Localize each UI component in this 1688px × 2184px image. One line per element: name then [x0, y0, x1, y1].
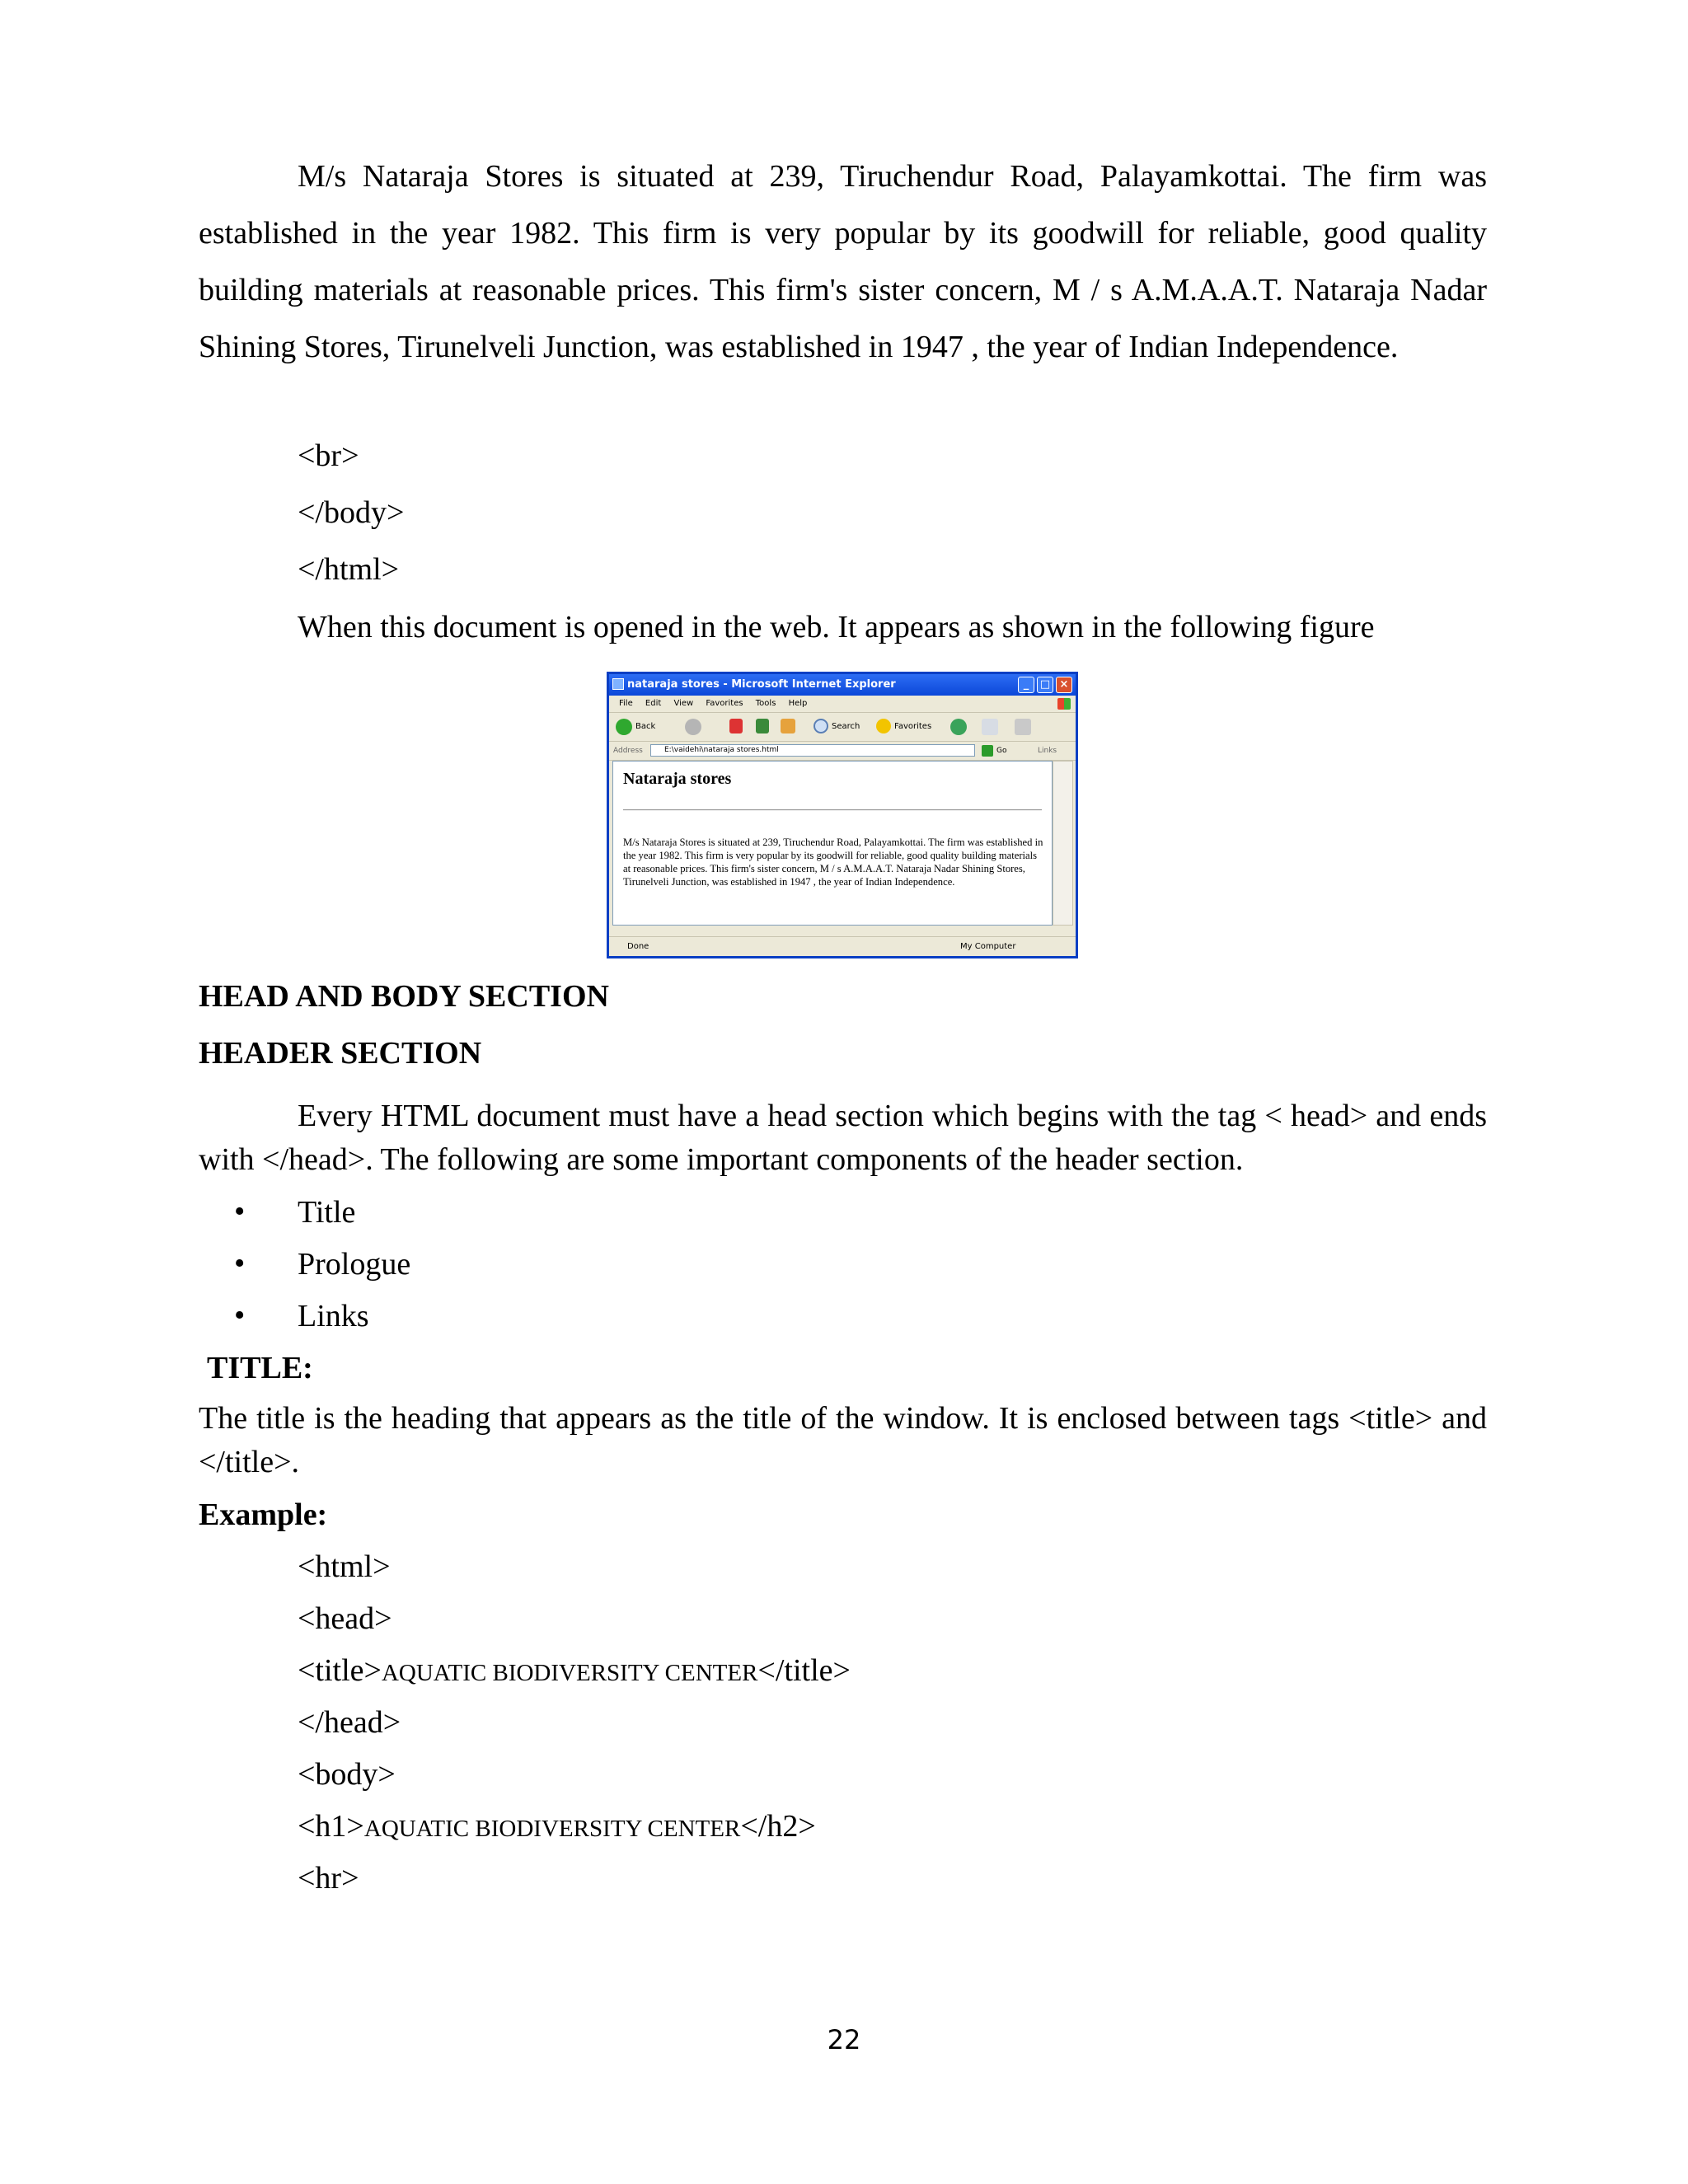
bullet-1-glyph: •	[234, 1194, 246, 1229]
back-arrow-icon[interactable]	[616, 719, 632, 735]
browser-page-content	[612, 761, 1053, 926]
browser-status-bar	[609, 936, 1076, 957]
code-head-open: <head>	[298, 1601, 392, 1636]
browser-screenshot-figure	[607, 672, 1078, 958]
code-title-close: </title>	[757, 1653, 851, 1688]
code-h1-open: <h1>	[298, 1809, 364, 1844]
header-section-paragraph	[199, 1094, 1487, 1182]
code-title-line	[298, 1652, 851, 1691]
go-arrow-icon[interactable]	[982, 745, 993, 757]
ie-app-icon	[612, 678, 624, 690]
browser-menu-bar	[609, 696, 1076, 713]
refresh-icon[interactable]	[756, 719, 769, 733]
example-label: Example:	[199, 1497, 328, 1532]
code-h1-close: </h2>	[740, 1809, 816, 1844]
header-section-text: Every HTML document must have a head section which begins with the tag < head> and ends with </head>. The following are some important components of the header section.	[199, 1099, 1487, 1177]
status-done: Done	[627, 942, 649, 951]
menu-favorites[interactable]: Favorites	[706, 699, 743, 708]
code-body-open: <body>	[298, 1757, 396, 1792]
browser-title-bar	[609, 674, 1076, 696]
menu-tools[interactable]: Tools	[755, 699, 776, 708]
code-line-body-close: </body>	[298, 495, 405, 530]
vertical-scrollbar[interactable]	[1053, 761, 1073, 926]
intro-paragraph: M/s Nataraja Stores is situated at 239, Tiruchendur Road, Palayamkottai. The firm was established in the year 1982. This firm is very popular by its goodwill for reliable, good quality building materials at reasonable prices. This firm's sister concern, M / s A.M.A.A.T. Nataraja Nadar Shining Stores, Tirunelveli Junction, was established in 1947 , the year of Indian Independence.	[199, 159, 1487, 364]
address-bar	[609, 742, 1076, 761]
mail-icon[interactable]	[982, 719, 998, 735]
menu-view[interactable]: View	[673, 699, 694, 708]
back-button[interactable]: Back	[635, 722, 656, 731]
menu-edit[interactable]: Edit	[645, 699, 662, 708]
code-hr: <hr>	[298, 1861, 359, 1896]
menu-help[interactable]: Help	[788, 699, 808, 708]
browser-toolbar	[609, 713, 1076, 742]
home-icon[interactable]	[781, 719, 795, 733]
code-h1-line	[298, 1807, 816, 1847]
code-line-html-close: </html>	[298, 552, 400, 587]
close-icon[interactable]: ×	[1056, 677, 1072, 693]
maximize-icon[interactable]: □	[1037, 677, 1053, 693]
rendered-page-text: M/s Nataraja Stores is situated at 239, Tiruchendur Road, Palayamkottai. The firm was established in the year 1982. This firm is very popular by its goodwill for reliable, good quality building materials at reasonable prices. This firm's sister concern, M / s A.M.A.A.T. Nataraja Nadar Shining Stores, Tirunelveli Junction, was established in 1947 , the year of Indian Independence.	[623, 837, 1043, 888]
status-zone: My Computer	[960, 942, 1016, 951]
code-title-open: <title>	[298, 1653, 382, 1688]
page-number: 22	[827, 2024, 861, 2055]
heading-head-and-body: HEAD AND BODY SECTION	[199, 979, 609, 1014]
print-icon[interactable]	[1015, 719, 1031, 735]
code-h1-text: AQUATIC BIODIVERSITY CENTER	[363, 1816, 741, 1842]
title-heading: TITLE:	[207, 1351, 313, 1385]
address-input[interactable]: E:\vaidehi\nataraja stores.html	[650, 744, 975, 757]
windows-logo-icon	[1057, 698, 1071, 710]
address-label: Address	[613, 747, 643, 755]
rendered-page-heading: Nataraja stores	[623, 770, 732, 788]
title-paragraph: The title is the heading that appears as the title of the window. It is enclosed between tags <title> and </title>.	[199, 1401, 1487, 1479]
go-button[interactable]: Go	[996, 747, 1007, 755]
forward-arrow-icon[interactable]	[685, 719, 701, 735]
menu-file[interactable]: File	[619, 699, 633, 708]
stop-icon[interactable]	[729, 719, 743, 733]
figure-intro-text: When this document is opened in the web. It appears as shown in the following figure	[298, 610, 1375, 644]
favorites-star-icon[interactable]	[876, 719, 891, 733]
bullet-3-glyph: •	[234, 1298, 246, 1333]
code-line-br: <br>	[298, 438, 359, 473]
bullet-item-prologue: Prologue	[298, 1247, 411, 1282]
code-head-close: </head>	[298, 1705, 401, 1740]
code-title-text: AQUATIC BIODIVERSITY CENTER	[381, 1660, 758, 1686]
favorites-button[interactable]: Favorites	[894, 722, 932, 731]
search-button[interactable]: Search	[832, 722, 860, 731]
history-icon[interactable]	[950, 719, 967, 735]
links-button[interactable]: Links	[1038, 747, 1057, 755]
search-icon[interactable]	[814, 719, 828, 733]
minimize-icon[interactable]: _	[1018, 677, 1034, 693]
rendered-horizontal-rule	[623, 809, 1042, 811]
code-html-open: <html>	[298, 1549, 391, 1584]
heading-header-section: HEADER SECTION	[199, 1036, 482, 1071]
bullet-item-links: Links	[298, 1299, 369, 1333]
bullet-2-glyph: •	[234, 1246, 246, 1281]
browser-window-title: nataraja stores - Microsoft Internet Explorer	[627, 678, 896, 691]
bullet-item-title: Title	[298, 1195, 356, 1230]
